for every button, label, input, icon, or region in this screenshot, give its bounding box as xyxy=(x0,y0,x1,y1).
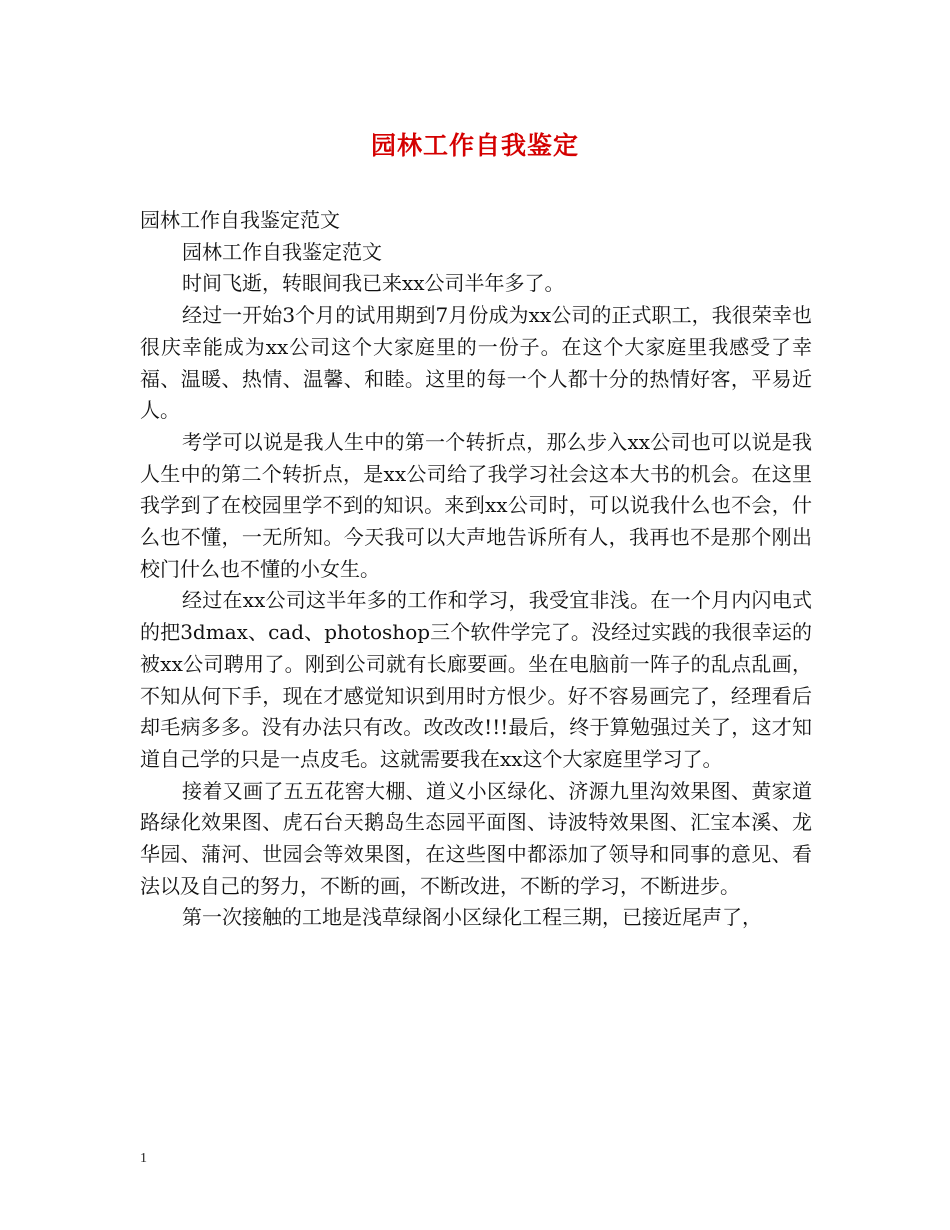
paragraph: 接着又画了五五花窖大棚、道义小区绿化、济源九里沟效果图、黄家道路绿化效果图、虎石台天鹅岛生态园平面图、诗波特效果图、汇宝本溪、龙华园、蒲河、世园会等效果图，在这些图中都添加了领导和同事的意见、看法以及自己的努力，不断的画，不断改进，不断的学习，不断进步。 xyxy=(140,778,812,898)
paragraph: 第一次接触的工地是浅草绿阁小区绿化工程三期，已接近尾声了， xyxy=(182,905,762,930)
paragraph: 园林工作自我鉴定范文 xyxy=(182,239,382,264)
document-body xyxy=(140,205,812,934)
document-subtitle: 园林工作自我鉴定范文 xyxy=(140,208,340,232)
document-title: 园林工作自我鉴定 xyxy=(370,131,579,160)
page-number: 1 xyxy=(140,1151,147,1166)
paragraph: 时间飞逝，转眼间我已来xx公司半年多了。 xyxy=(182,271,565,296)
paragraph: 考学可以说是我人生中的第一个转折点，那么步入xx公司也可以说是我人生中的第二个转折点，是xx公司给了我学习社会这本大书的机会。在这里我学到了在校园里学不到的知识。来到xx公司时，可以说我什么也不会，什么也不懂，一无所知。今天我可以大声地告诉所有人，我再也不是那个刚出校门什么也不懂的小女生。 xyxy=(140,429,812,581)
paragraph: 经过一开始3个月的试用期到7月份成为xx公司的正式职工，我很荣幸也很庆幸能成为xx公司这个大家庭里的一份子。在这个大家庭里我感受了幸福、温暖、热情、温馨、和睦。这里的每一个人都十分的热情好客，平易近人。 xyxy=(140,303,812,423)
paragraph: 经过在xx公司这半年多的工作和学习，我受宜非浅。在一个月内闪电式的把3dmax、cad、photoshop三个软件学完了。没经过实践的我很幸运的被xx公司聘用了。刚到公司就有长廊要画。坐在电脑前一阵子的乱点乱画，不知从何下手，现在才感觉知识到用时方恨少。好不容易画完了，经理看后却毛病多多。没有办法只有改。改改改!!!最后，终于算勉强过关了，这才知道自己学的只是一点皮毛。这就需要我在xx这个大家庭里学习了。 xyxy=(140,588,812,771)
